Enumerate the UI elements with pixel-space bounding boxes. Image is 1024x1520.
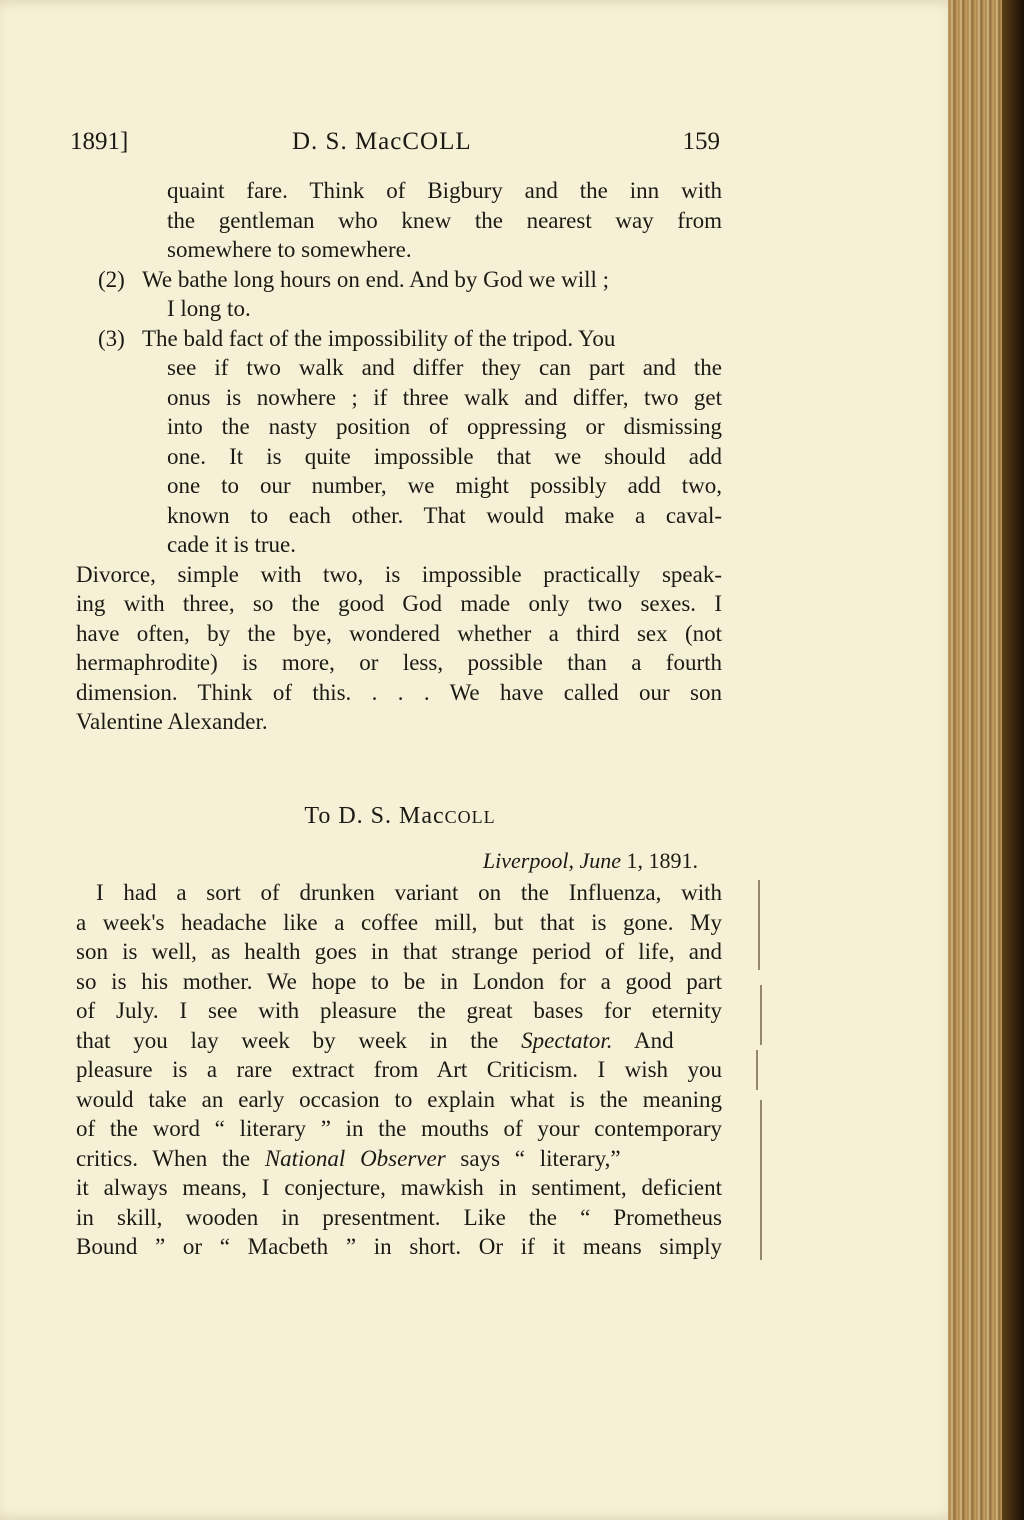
letter-line: a week's headache like a coffee mill, but that is gone. My <box>76 909 722 935</box>
item1-line: somewhere to somewhere. <box>167 237 412 262</box>
letter-line: I had a sort of drunken variant on the Influenza, with <box>96 880 722 905</box>
top-text-block <box>76 176 722 737</box>
letter-line: of July. I see with pleasure the great bases for eternity <box>76 998 722 1023</box>
letter-heading-text: To D. S. Mac <box>304 803 445 829</box>
paragraph-line: ing with three, so the good God made only two sexes. I <box>76 591 722 616</box>
letter-line: it always means, I conjecture, mawkish in sentiment, deficient <box>76 1175 722 1200</box>
letter-body <box>76 878 722 1262</box>
item2-first-line <box>76 265 722 295</box>
spectator-title: Spectator. <box>521 1027 613 1053</box>
item3-first-line <box>76 324 722 354</box>
letter-line: of the word “ literary ” in the mouths of your contemporary <box>76 1116 722 1141</box>
letter-heading <box>0 803 800 830</box>
item3-line: one to our number, we might possibly add two, <box>167 473 722 498</box>
letter-line <box>76 1144 722 1174</box>
letter-line: Bound ” or “ Macbeth ” in short. Or if it means simply <box>76 1234 722 1259</box>
letter-line10-b: says “ literary,” <box>445 1145 621 1171</box>
item3-line: onus is nowhere ; if three walk and differ, two get <box>167 384 722 410</box>
letter-line: pleasure is a rare extract from Art Criticism. I wish you <box>76 1057 722 1082</box>
item3-text: The bald fact of the impossibility of the tripod. You <box>142 325 616 351</box>
letter-line10-a: critics. When the <box>76 1145 265 1171</box>
item3-line: one. It is quite impossible that we should add <box>167 443 722 469</box>
letter-line: so is his mother. We hope to be in London for a good part <box>76 968 722 994</box>
dateline-place: Liverpool <box>482 848 569 873</box>
national-observer-title: National Observer <box>264 1145 446 1171</box>
paragraph-line: Valentine Alexander. <box>76 709 268 734</box>
paragraph-line: dimension. Think of this. . . . We have called our son <box>76 679 722 705</box>
dateline-rest: 1, 1891. <box>626 848 698 873</box>
item3-line: cade it is true. <box>167 532 297 557</box>
page-number: 159 <box>682 128 720 155</box>
running-head-author: D. S. MacCOLL <box>292 128 472 155</box>
running-head-year: 1891] <box>70 128 129 155</box>
margin-pencil-marks <box>748 860 768 1280</box>
item2-line: I long to. <box>167 296 251 321</box>
book-page-edges <box>948 0 1024 1520</box>
letter-line6-a: that you lay week by week in the <box>76 1027 522 1053</box>
item2-number: (2) <box>98 266 125 292</box>
item3-number: (3) <box>98 325 125 351</box>
letter-line <box>76 1026 722 1056</box>
letter-line: would take an early occasion to explain what is the meaning <box>76 1086 722 1112</box>
item1-line: quaint fare. Think of Bigbury and the inn with <box>167 178 722 203</box>
letter-line: in skill, wooden in presentment. Like the “ Prometheus <box>76 1204 722 1230</box>
letter-line6-b: And <box>612 1027 674 1053</box>
dateline-month: June <box>579 848 621 873</box>
item1-line: the gentleman who knew the nearest way from <box>167 207 722 233</box>
paragraph-line: hermaphrodite) is more, or less, possible than a fourth <box>76 650 722 675</box>
letter-heading-smallcaps: COLL <box>444 807 496 827</box>
item3-line: known to each other. That would make a caval- <box>167 502 722 528</box>
paragraph-line: Divorce, simple with two, is impossible practically speak- <box>76 561 722 587</box>
letter-dateline: Liverpool, June 1, 1891. <box>482 848 698 873</box>
item3-line: into the nasty position of oppressing or dismissing <box>167 414 722 439</box>
item2-text: We bathe long hours on end. And by God we will ; <box>142 266 610 292</box>
item3-line: see if two walk and differ they can part and the <box>167 355 722 380</box>
running-head <box>70 128 720 160</box>
paragraph-line: have often, by the bye, wondered whether a third sex (not <box>76 620 722 646</box>
letter-line: son is well, as health goes in that strange period of life, and <box>76 939 722 964</box>
